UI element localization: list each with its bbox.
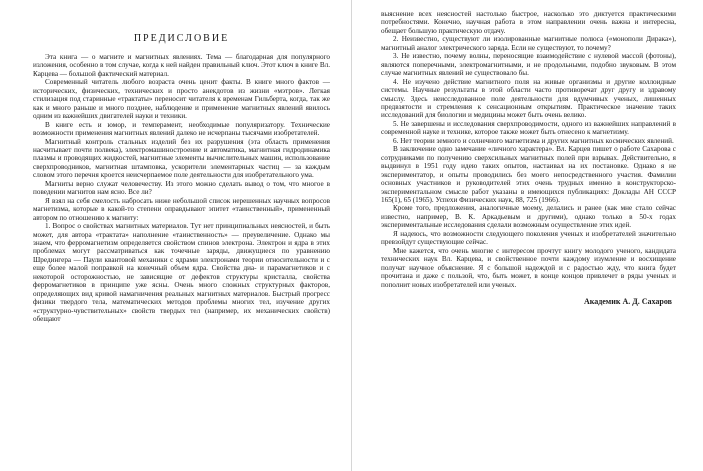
author-signature: Академик А. Д. Сахаров: [583, 296, 672, 306]
paragraph: выяснение всех неясностей настолько быстрое, насколько это диктуется практическими потребностями. Конечно, научная работа в этом направлении очень важна и интересна, обещает большую практическую отдачу.: [381, 10, 676, 35]
paragraph: Магниты верно служат человечеству. Из этого можно сделать вывод о том, что многое в поведении магнитов нам ясно. Все ли?: [33, 179, 330, 197]
paragraph: Я взял на себя смелость набросать ниже небольшой список нерешенных научных вопросов магнетизма, которые в какой-то степени оправдывают эпитет «таинственный», примененный автором по отношению к магниту:: [33, 196, 330, 222]
paragraph: В книге есть и юмор, и темперамент, необходимые популяризатору. Технические возможности применения магнитных явлений далеко не исчерпаны тысячами изобретателей.: [33, 120, 330, 138]
paragraph: Современный читатель любого возраста очень ценит факты. В книге много фактов — исторических, физических, технических и просто анекдотов из жизни «мэтров». Легкая стилизация под старинные «трактаты» переносит читателя к временам Гильберта, когда, так же как и много раньше и много позднее, наблюдение и применение магнитных явлений явилось одним из важнейших двигателей науки и техники.: [33, 78, 330, 121]
paragraph: 6. Нет теории земного и солнечного магнетизма и других магнитных космических явлений.: [393, 136, 674, 145]
paragraph: Магнитный контроль стальных изделий без их разрушения (эта область применения насчитывает почти полвека), электромашиностроение и автоматика, магнитная гидродинамика плазмы и проводящих жидкостей, магнитные элементы вычислительных машин, использование сверхпроводников, магнитная штамповка, ускорители элементарных частиц — за каждым словом этого перечня кроется неисчерпаемое поле деятельности для изобретательного ума.: [33, 137, 330, 180]
page-heading: ПРЕДИСЛОВИЕ: [133, 33, 230, 44]
paragraph: 1. Вопрос о свойствах магнитных материалов. Тут нет принципиальных неясностей, и быть может, для автора «трактата» наполнение «таинственность» — преувеличение. Однако мы знаем, что ферромагнетизм определяется свойством спинов электрона. Электрон и ядра в этих проблемах могут рассматриваться как точечные заряды, движущиеся по уравнению Шредингера — Паули квантовой механики с ядрами электронами теории относительности и с еще более малой поправкой на конечный объем ядра. Свойства диа- и парамагнетиков и с некоторой осторожностью, не зависящие от дефектов структуры кристалла, свойства ферромагнетиков в принципе уже ясны. Очень много сложных структурных факторов, определяющих вид кривой намагничения реальных магнитных материалов. Быстрый прогресс физики твердого тела, математических методов проблемы многих тел, изучение других «структурно-чувствительных» свойств твердых тел (например, их механических свойств) обещают: [33, 222, 330, 324]
paragraph: Мне кажется, что очень многие с интересом прочтут книгу молодого ученого, кандидата технических наук Вл. Карцева, и свойственное почти каждому изумление и восхищение получат научное объяснение. Я с большой надеждой и с радостью жду, что книга будет прочитана и даже с пользой, что, быть может, в конце концов привлечет в ряды ученых и пополнит новых изобретателей или ученых.: [381, 246, 676, 289]
paragraph: Я надеюсь, что возможности следующего поколения ученых и изобретателей значительно превзойдут существующие сейчас.: [381, 229, 676, 247]
paragraph: 2. Неизвестно, существуют ли изолированные магнитные полюса («монополи Дирака»), магнитный аналог электрического заряда. Если не существуют, то почему?: [381, 35, 676, 52]
paragraph: Кроме того, предложения, аналогичные моему, делались и ранее (как мне стало сейчас известно, например, В. К. Аркадьевым и другими), однако только в 50-х годах экспериментальные исследования сделали возможным осуществление этих идей.: [381, 204, 676, 230]
paragraph: 3. Не известно, почему волны, переносящие взаимодействие с нулевой массой (фотоны), являются поперечными, электромагнитными, и не продольными, подобно звуковым. В этом случае магнитных явлений не существовало бы.: [381, 52, 676, 78]
right-page: [351, 0, 702, 471]
paragraph: В заключение одно замечание «личного характера». Вл. Карцев пишет о работе Сахарова с сотрудниками по получению сверхсильных магнитных полей при взрывах. Действительно, я выдвинул в 1951 году идею таких опытов, настаивал на их постановке. Однако я не экспериментатор, и опыты проводились без моего непосредственного участия. Фамилии основных участников и руководителей этих очень трудных именно в конструкторско-экспериментальном смысле работ указаны в имеющихся публикациях: Доклады АН СССР 165(1), 65 (1965). Успехи Физических наук, 88, 725 (1966).: [381, 145, 676, 204]
left-page: [0, 0, 351, 471]
paragraph: 4. Не изучено действие магнитного поля на живые организмы и другие коллоидные системы. Научные результаты в этой области часто противоречат друг другу и здравому смыслу. Здесь неисследованное поле деятельности для вдумчивых ученых, лишенных предвзятости и стремления к сенсационным открытиям. Практическое значение таких исследований для биологии и медицины может быть очень велико.: [381, 77, 676, 120]
paragraph: Эта книга — о магните и магнитных явлениях. Тема — благодарная для популярного изложения, особенно в том случае, когда к ней найден правильный ключ. Этот ключ в книге Вл. Карцева — большой фактический материал.: [33, 53, 330, 78]
paragraph: 5. Не завершены и исследования сверхпроводимости, одного из важнейших направлений в современной науке и технике, которое также может быть отнесено к магнетизму.: [381, 119, 676, 137]
